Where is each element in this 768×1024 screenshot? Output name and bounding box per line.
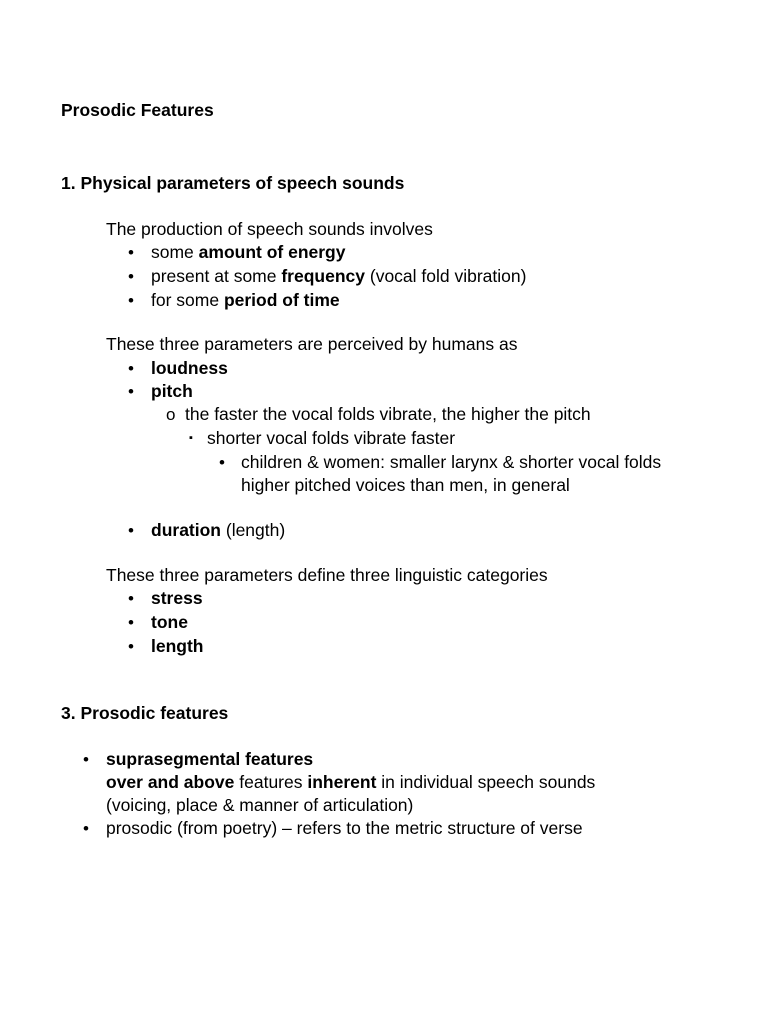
bullet-circle-icon: o [166, 405, 176, 424]
bullet-dot-icon: • [128, 613, 134, 632]
pitch-subitem: the faster the vocal folds vibrate, the higher the pitch [185, 404, 591, 424]
category-item: tone [151, 612, 188, 632]
list-item-duration: duration (length) [151, 520, 286, 540]
list-item: some amount of energy [151, 242, 346, 262]
category-item: length [151, 636, 204, 656]
list-item: present at some frequency (vocal fold vibration) [151, 266, 527, 286]
section-1-heading: 1. Physical parameters of speech sounds [61, 173, 405, 193]
bullet-dot-icon: • [128, 521, 134, 540]
bullet-dot-icon: • [128, 291, 134, 310]
bullet-dot-icon: • [128, 243, 134, 262]
suprasegmental-item: suprasegmental features [106, 749, 314, 769]
categories-intro: These three parameters define three linguistic categories [106, 565, 548, 585]
category-item: stress [151, 588, 203, 608]
perceived-intro: These three parameters are perceived by humans as [106, 334, 518, 354]
suprasegmental-line2: over and above features inherent in individual speech sounds [106, 772, 596, 792]
list-item-loudness: loudness [151, 358, 228, 378]
section-3-heading: 3. Prosodic features [61, 703, 229, 723]
pitch-subitem-3-line1: children & women: smaller larynx & shorter vocal folds [241, 452, 662, 472]
bullet-dot-icon: • [83, 819, 89, 838]
prosodic-item: prosodic (from poetry) – refers to the metric structure of verse [106, 818, 583, 838]
pitch-subitem-2: shorter vocal folds vibrate faster [207, 428, 456, 448]
bullet-square-icon: ▪ [189, 432, 193, 444]
suprasegmental-line3: (voicing, place & manner of articulation) [106, 795, 414, 815]
pitch-subitem-3-line2: higher pitched voices than men, in general [241, 475, 570, 495]
bullet-dot-icon: • [128, 267, 134, 286]
list-item: for some period of time [151, 290, 340, 310]
bullet-dot-icon: • [219, 453, 225, 472]
bullet-dot-icon: • [128, 637, 134, 656]
bullet-dot-icon: • [128, 359, 134, 378]
document-title: Prosodic Features [61, 100, 214, 120]
production-intro: The production of speech sounds involves [106, 219, 433, 239]
list-item-pitch: pitch [151, 381, 193, 401]
bullet-dot-icon: • [128, 589, 134, 608]
bullet-dot-icon: • [83, 750, 89, 769]
bullet-dot-icon: • [128, 382, 134, 401]
